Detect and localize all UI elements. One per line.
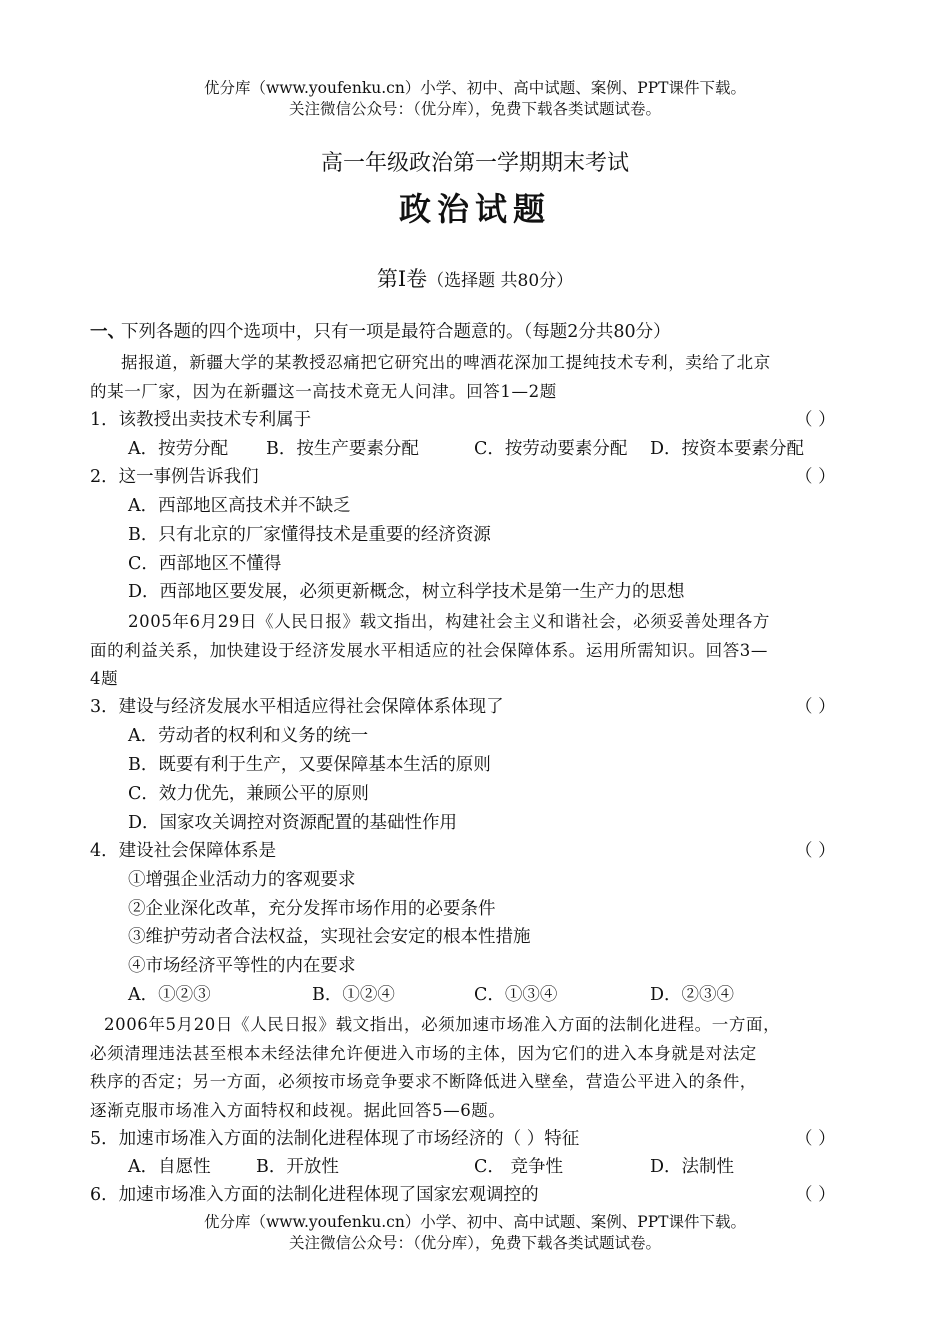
passage-3-line: 2006年5月20日《人民日报》载文指出，必须加速市场准入方面的法制化进程。一方面， xyxy=(104,1015,781,1034)
option-c: C．①③④ xyxy=(474,985,558,1005)
section-name: 第Ⅰ卷 xyxy=(376,267,428,291)
question-1 xyxy=(0,406,950,435)
part-instruction-text: 下列各题的四个选项中，只有一项是最符合题意的。（每题2分共80分） xyxy=(121,322,671,342)
answer-bracket: （ ） xyxy=(795,1129,836,1149)
option-a: A．劳动者的权利和义务的统一 xyxy=(128,726,369,746)
question-stem: 3．建设与经济发展水平相适应得社会保障体系体现了 xyxy=(90,697,504,717)
passage-1-line: 据报道，新疆大学的某教授忍痛把它研究出的啤酒花深加工提纯技术专利，卖给了北京 xyxy=(121,353,771,372)
option-d: D．②③④ xyxy=(650,985,735,1005)
passage-2-line: 4题 xyxy=(90,669,119,688)
section-heading xyxy=(0,263,950,293)
part-number: 一、 xyxy=(90,322,125,342)
option-a: A．按劳分配 xyxy=(128,439,229,459)
statement-item: ④市场经济平等性的内在要求 xyxy=(128,956,356,976)
option-b: B．只有北京的厂家懂得技术是重要的经济资源 xyxy=(128,525,491,545)
statement-item: ①增强企业活动力的客观要求 xyxy=(128,870,356,890)
section-note: （选择题 共80分） xyxy=(427,271,574,291)
question-stem: 4．建设社会保障体系是 xyxy=(90,841,277,861)
option-c: C．按劳动要素分配 xyxy=(474,439,628,459)
option-d: D．国家攻关调控对资源配置的基础性作用 xyxy=(128,813,458,833)
passage-3-line: 逐渐克服市场准入方面特权和歧视。据此回答5—6题。 xyxy=(90,1101,506,1120)
footer-line-2: 关注微信公众号：（优分库），免费下载各类试题试卷。 xyxy=(288,1234,661,1252)
option-a: A．西部地区高技术并不缺乏 xyxy=(128,496,351,516)
question-4 xyxy=(0,837,950,866)
question-stem: 5．加速市场准入方面的法制化进程体现了市场经济的（ ）特征 xyxy=(90,1129,580,1149)
question-1-options xyxy=(0,435,950,464)
question-stem: 6．加速市场准入方面的法制化进程体现了国家宏观调控的 xyxy=(90,1185,539,1205)
option-c: C． 竞争性 xyxy=(474,1157,563,1177)
header-line-2: 关注微信公众号：（优分库），免费下载各类试题试卷。 xyxy=(288,100,661,118)
part-instruction xyxy=(0,318,950,347)
statement-item: ③维护劳动者合法权益，实现社会安定的根本性措施 xyxy=(128,927,531,947)
statement-item: ②企业深化改革，充分发挥市场作用的必要条件 xyxy=(128,899,496,919)
question-2 xyxy=(0,463,950,492)
answer-bracket: （ ） xyxy=(795,697,836,717)
exam-title: 高一年级政治第一学期期末考试 xyxy=(320,151,629,176)
answer-bracket: （ ） xyxy=(795,1185,836,1205)
question-5 xyxy=(0,1125,950,1154)
option-b: B．开放性 xyxy=(256,1157,339,1177)
option-a: A．自愿性 xyxy=(128,1157,211,1177)
option-c: C．效力优先，兼顾公平的原则 xyxy=(128,784,369,804)
option-b: B．按生产要素分配 xyxy=(266,439,419,459)
option-b: B．①②④ xyxy=(312,985,395,1005)
option-d: D．按资本要素分配 xyxy=(650,439,805,459)
header-line-1: 优分库（www.youfenku.cn）小学、初中、高中试题、案例、PPT课件下载。 xyxy=(203,79,747,97)
question-4-options xyxy=(0,981,950,1010)
paper-title: 政治试题 xyxy=(398,190,551,228)
passage-3-line: 必须清理违法甚至根本未经法律允许便进入市场的主体，因为它们的进入本身就是对法定 xyxy=(90,1044,757,1063)
passage-3-line: 秩序的否定；另一方面，必须按市场竞争要求不断降低进入壁垒，营造公平进入的条件， xyxy=(90,1072,757,1091)
question-5-options xyxy=(0,1153,950,1182)
answer-bracket: （ ） xyxy=(795,841,836,861)
question-stem: 2．这一事例告诉我们 xyxy=(90,467,259,487)
passage-1-line: 的某一厂家，因为在新疆这一高技术竟无人问津。回答1—2题 xyxy=(90,382,557,401)
answer-bracket: （ ） xyxy=(795,410,836,430)
passage-2-line: 面的利益关系，加快建设于经济发展水平相适应的社会保障体系。运用所需知识。回答3— xyxy=(90,641,768,660)
question-3 xyxy=(0,693,950,722)
question-stem: 1．该教授出卖技术专利属于 xyxy=(90,410,312,430)
passage-2-line: 2005年6月29日《人民日报》载文指出，构建社会主义和谐社会，必须妥善处理各方 xyxy=(128,612,770,631)
option-d: D．西部地区要发展，必须更新概念，树立科学技术是第一生产力的思想 xyxy=(128,582,685,602)
answer-bracket: （ ） xyxy=(795,467,836,487)
option-c: C．西部地区不懂得 xyxy=(128,554,282,574)
option-b: B．既要有利于生产，又要保障基本生活的原则 xyxy=(128,755,491,775)
footer-line-1: 优分库（www.youfenku.cn）小学、初中、高中试题、案例、PPT课件下载。 xyxy=(203,1213,747,1231)
option-a: A．①②③ xyxy=(128,985,211,1005)
option-d: D．法制性 xyxy=(650,1157,735,1177)
question-6 xyxy=(0,1181,950,1210)
